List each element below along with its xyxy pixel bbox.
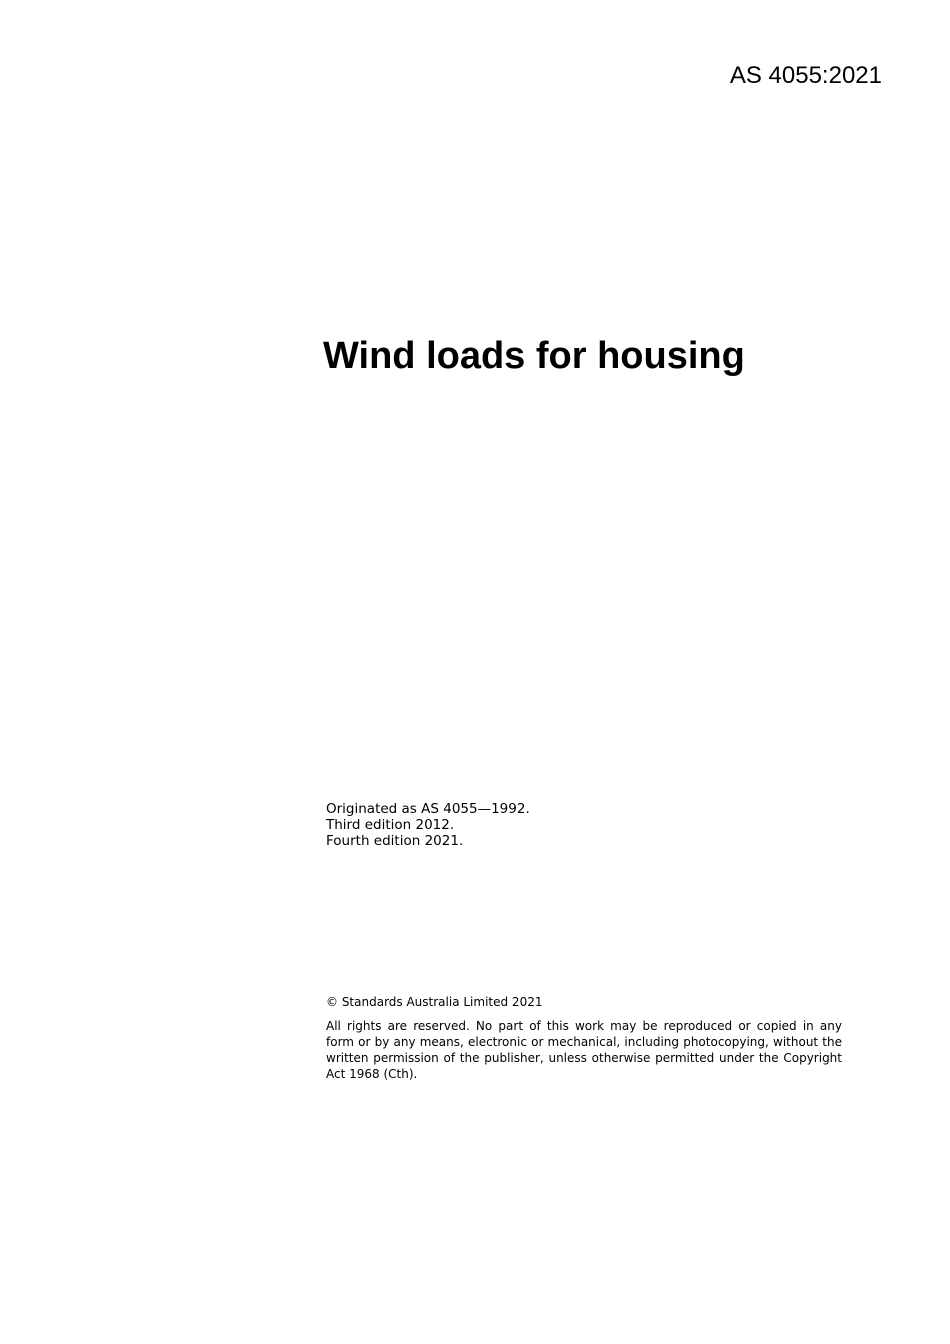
document-title: Wind loads for housing <box>323 335 745 377</box>
copyright-notice: © Standards Australia Limited 2021 <box>326 995 543 1009</box>
history-line-third-edition: Third edition 2012. <box>326 817 455 833</box>
rights-line: All rights are reserved. No part of this work may be reproduced or copied in any <box>326 1019 842 1033</box>
rights-line: Act 1968 (Cth). <box>326 1067 418 1081</box>
edition-history <box>326 801 530 849</box>
rights-line: written permission of the publisher, unless otherwise permitted under the Copyright <box>326 1051 842 1065</box>
standard-number: AS 4055:2021 <box>729 62 882 89</box>
rights-line: form or by any means, electronic or mechanical, including photocopying, without the <box>326 1035 842 1049</box>
history-line-originated: Originated as AS 4055—1992. <box>326 801 530 817</box>
history-line-fourth-edition: Fourth edition 2021. <box>326 833 464 849</box>
rights-statement <box>326 1018 842 1082</box>
